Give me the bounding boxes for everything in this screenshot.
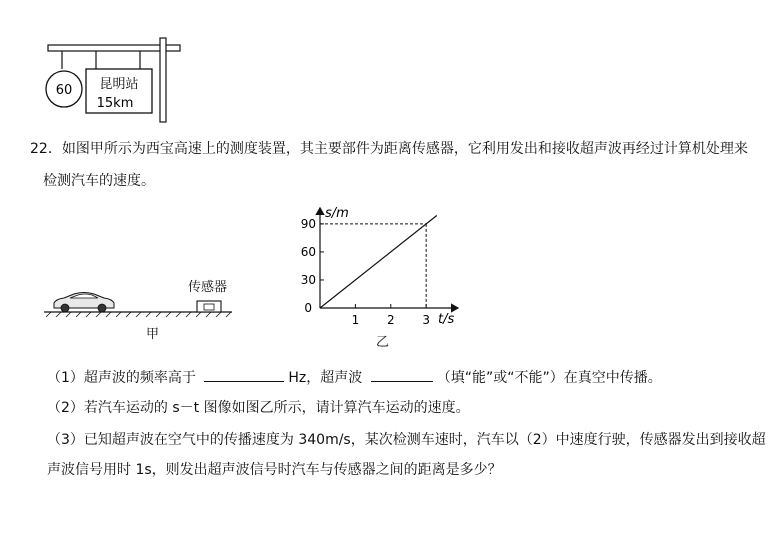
x-tick-label-3: 3 bbox=[422, 313, 430, 327]
sensor-icon bbox=[197, 301, 221, 312]
st-chart bbox=[290, 200, 470, 340]
y-tick-label-90: 90 bbox=[300, 216, 316, 231]
part-2: （2）若汽车运动的 s－t 图像如图乙所示，请计算汽车运动的速度。 bbox=[47, 400, 470, 416]
figure-yi-caption: 乙 bbox=[376, 335, 390, 350]
answer-blank-vacuum[interactable] bbox=[371, 367, 433, 382]
question-number: 22． bbox=[30, 141, 62, 157]
x-tick-label-1: 1 bbox=[351, 313, 360, 327]
station-distance: 15km bbox=[96, 96, 134, 111]
y-tick-label-60: 60 bbox=[300, 244, 316, 259]
answer-blank-frequency[interactable] bbox=[204, 367, 284, 382]
x-axis-label: t/s bbox=[438, 312, 455, 327]
figure-jia-caption: 甲 bbox=[146, 327, 160, 342]
y-tick-label-30: 30 bbox=[300, 272, 316, 287]
speed-limit-value: 60 bbox=[55, 83, 73, 98]
sign-pole bbox=[160, 38, 166, 122]
road-sign-figure bbox=[40, 36, 190, 124]
y-axis-label: s/m bbox=[325, 206, 349, 221]
series-line-0 bbox=[320, 215, 437, 308]
station-name: 昆明站 bbox=[99, 77, 139, 92]
sensor-label: 传感器 bbox=[188, 280, 228, 295]
part-3-line2: 声波信号用时 1s，则发出超声波信号时汽车与传感器之间的距离是多少？ bbox=[47, 462, 502, 478]
road-hatching bbox=[46, 312, 231, 317]
question-stem-line2: 检测汽车的速度。 bbox=[43, 173, 155, 189]
x-tick-label-2: 2 bbox=[386, 313, 395, 327]
part-3-line1: （3）已知超声波在空气中的传播速度为 340m/s，某次检测车速时，汽车以（2）中速度行驶，传感器发出到接收超 bbox=[47, 432, 766, 448]
question-stem-line1: 22．如图甲所示为西宝高速上的测度装置，其主要部件为距离传感器，它利用发出和接收超声波再经过计算机处理来 bbox=[30, 141, 748, 157]
part-1: （1）超声波的频率高于 Hz，超声波 （填“能”或“不能”）在真空中传播。 bbox=[47, 367, 662, 388]
origin-label: 0 bbox=[304, 301, 312, 315]
car-icon bbox=[54, 293, 114, 313]
